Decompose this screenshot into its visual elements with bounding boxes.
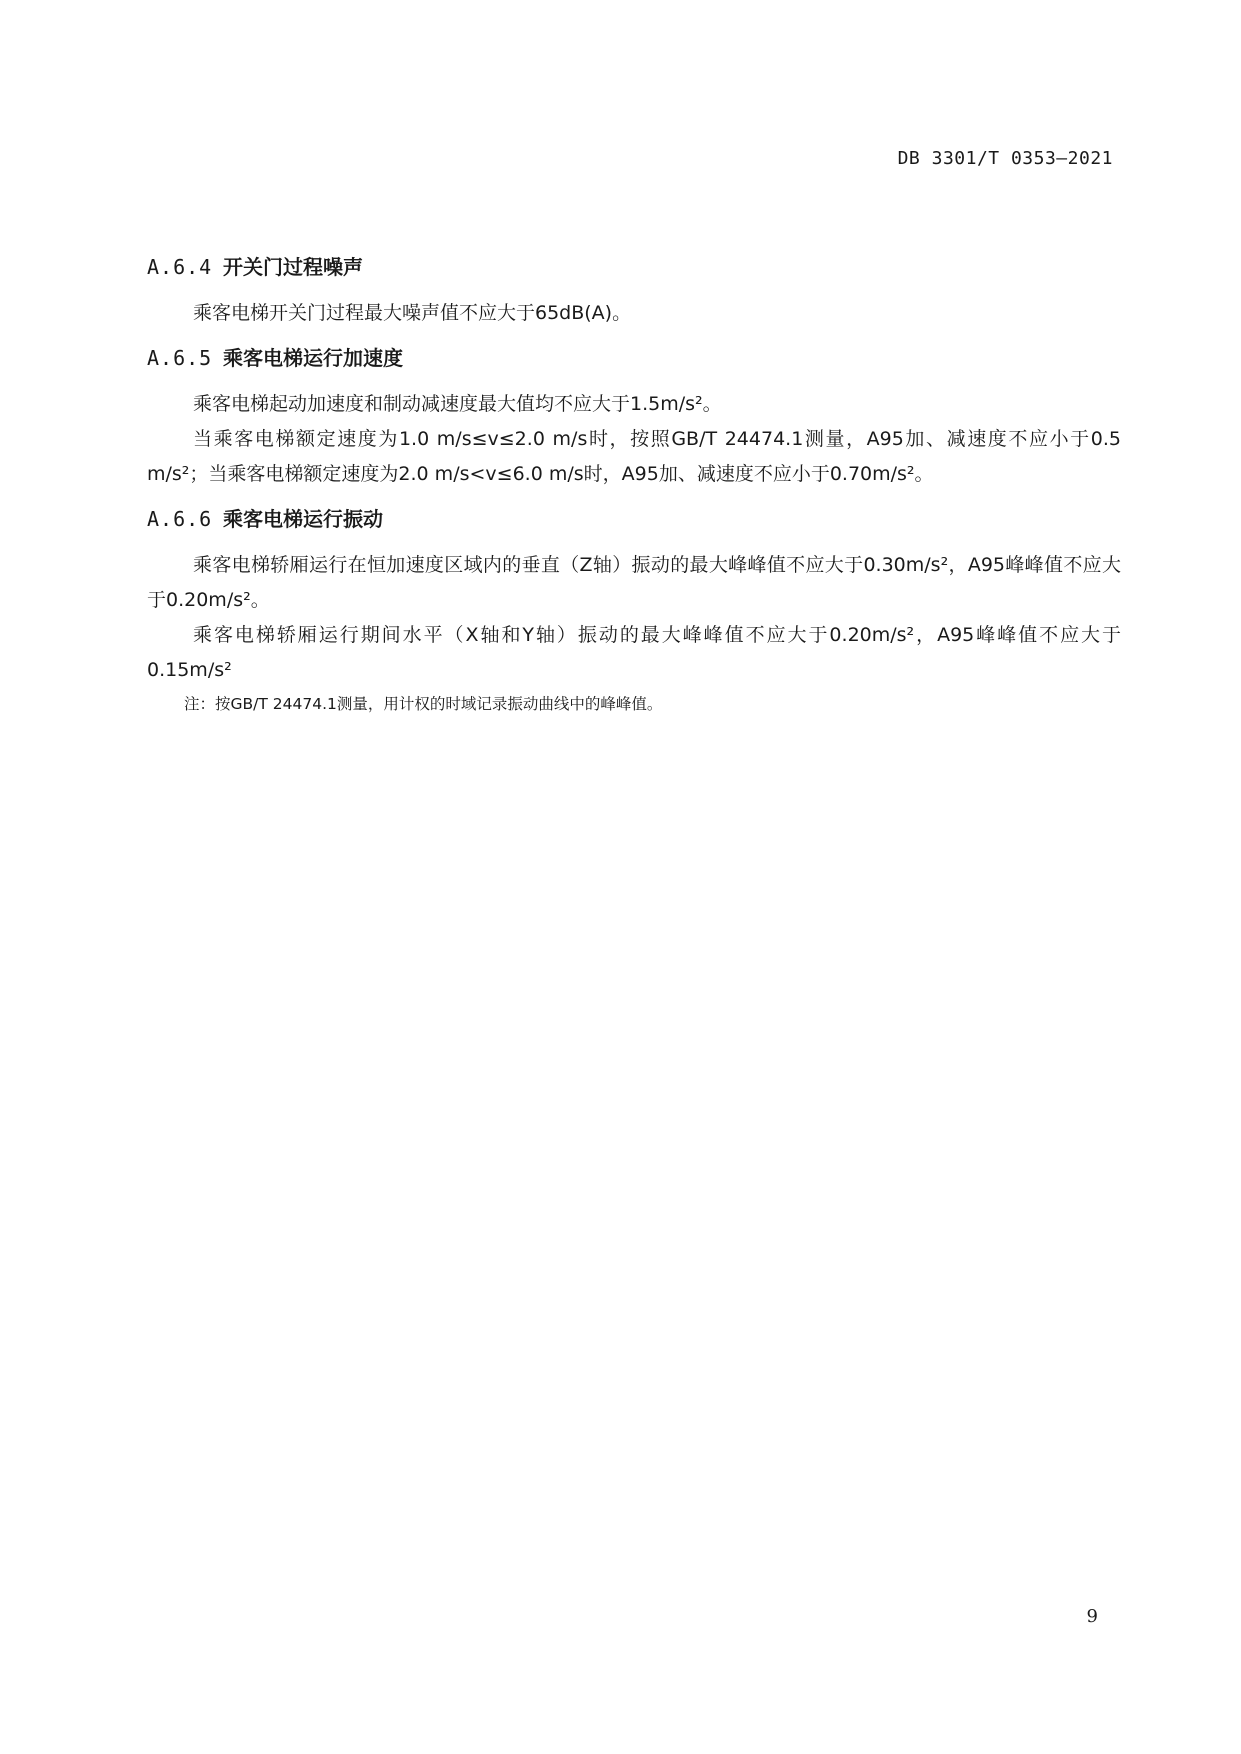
section-title: 乘客电梯运行加速度 [223,346,403,370]
page-number: 9 [1086,1606,1098,1627]
section-heading [147,252,1121,282]
paragraph: 乘客电梯起动加速度和制动减速度最大值均不应大于1.5m/s²。 [193,393,722,415]
section-a-6-5 [147,343,1121,492]
document-body [147,252,1121,718]
section-title: 乘客电梯运行振动 [223,507,383,531]
paragraph: 乘客电梯轿厢运行期间水平（X轴和Y轴）振动的最大峰峰值不应大于0.20m/s²，A95峰峰值不应大于0.15m/s² [147,624,1121,681]
paragraph: 当乘客电梯额定速度为1.0 m/s≤v≤2.0 m/s时，按照GB/T 24474.1测量，A95加、减速度不应小于0.5 m/s²；当乘客电梯额定速度为2.0 m/s<v≤6.0 m/s时，A95加、减速度不应小于0.70m/s²。 [147,428,1121,485]
note: 注：按GB/T 24474.1测量，用计权的时域记录振动曲线中的峰峰值。 [184,695,663,713]
section-number: A.6.6 [147,507,213,531]
section-heading [147,504,1121,534]
section-number: A.6.5 [147,346,213,370]
section-a-6-6 [147,504,1121,718]
section-heading [147,343,1121,373]
section-title: 开关门过程噪声 [223,255,363,279]
document-code: DB 3301/T 0353—2021 [897,148,1113,169]
section-a-6-4 [147,252,1121,331]
paragraph: 乘客电梯轿厢运行在恒加速度区域内的垂直（Z轴）振动的最大峰峰值不应大于0.30m/s²，A95峰峰值不应大于0.20m/s²。 [147,554,1121,611]
section-number: A.6.4 [147,255,213,279]
paragraph: 乘客电梯开关门过程最大噪声值不应大于65dB(A)。 [193,302,632,324]
